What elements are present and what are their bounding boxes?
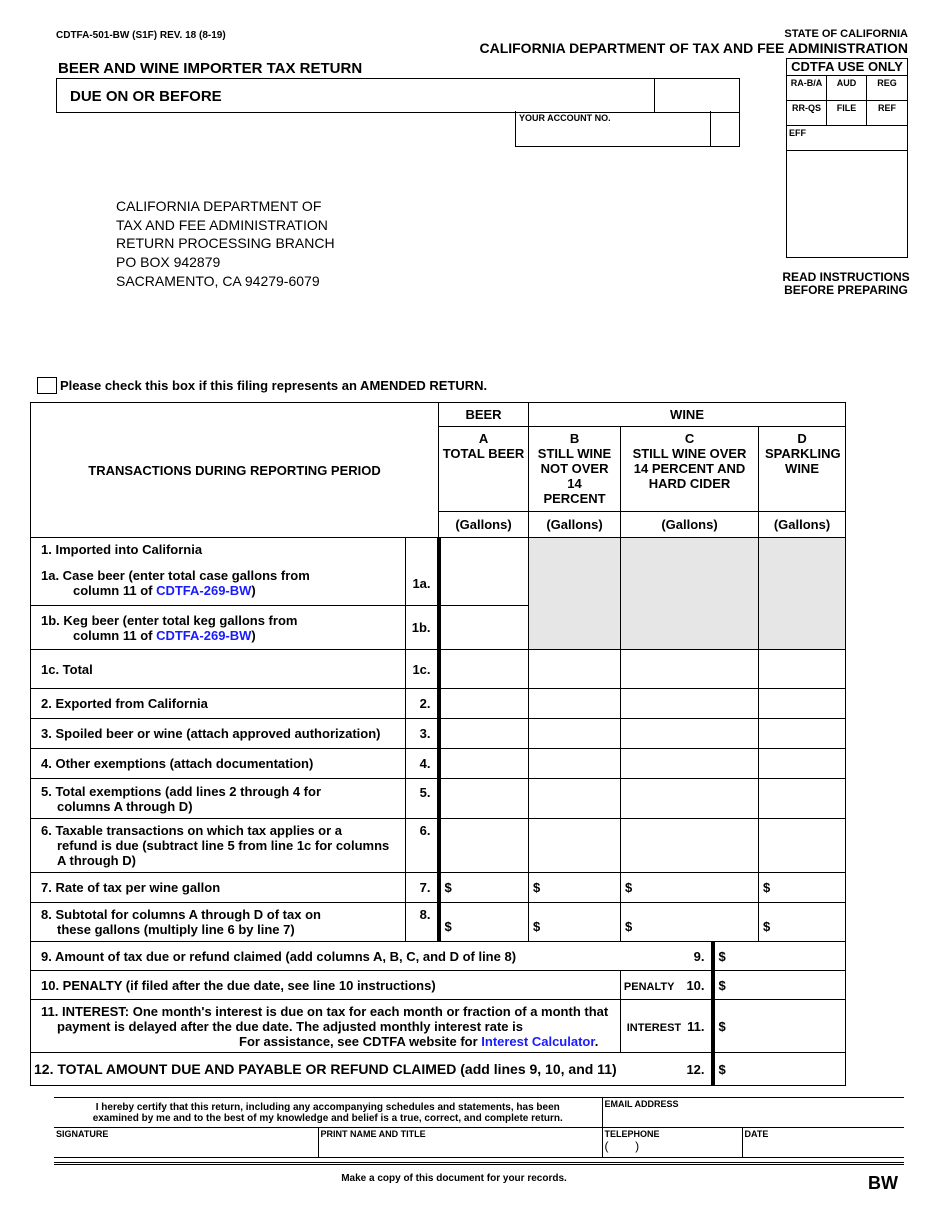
account-box bbox=[515, 111, 740, 147]
cdtfa-269-bw-link[interactable]: CDTFA-269-BW bbox=[156, 627, 252, 643]
email-field[interactable] bbox=[602, 1098, 904, 1128]
line4-num: 4. bbox=[406, 749, 439, 779]
line8-text2: these gallons (multiply line 6 by line 7) bbox=[57, 922, 295, 937]
col-b-header bbox=[529, 427, 621, 512]
line3-num: 3. bbox=[406, 719, 439, 749]
line1b-num: 1b. bbox=[406, 606, 439, 650]
line6-num: 6. bbox=[406, 819, 439, 873]
line6-label bbox=[31, 819, 406, 873]
line12-label: 12. TOTAL AMOUNT DUE AND PAYABLE OR REFUND CLAIMED (add lines 9, 10, and 11) bbox=[31, 1053, 621, 1086]
line8-text1: 8. Subtotal for columns A through D of tax on bbox=[41, 907, 321, 922]
line1c-c-input[interactable] bbox=[621, 650, 759, 689]
line6-b-input[interactable] bbox=[529, 819, 621, 873]
line1a-text1: 1a. Case beer (enter total case gallons from bbox=[41, 568, 310, 584]
line7-c-input[interactable]: $ bbox=[621, 873, 759, 903]
gray-cell bbox=[621, 538, 759, 562]
amended-label: Please check this box if this filing represents an AMENDED RETURN. bbox=[60, 378, 488, 393]
gray-cell bbox=[759, 606, 846, 650]
department-name: CALIFORNIA DEPARTMENT OF TAX AND FEE ADMINISTRATION bbox=[479, 40, 908, 56]
beer-header: BEER bbox=[439, 403, 529, 427]
line10-input[interactable]: $ bbox=[713, 971, 846, 1000]
read-instructions-line2: BEFORE PREPARING bbox=[784, 283, 908, 297]
account-label: YOUR ACCOUNT NO. bbox=[519, 113, 611, 123]
line11-label bbox=[31, 1000, 621, 1053]
use-ref: REF bbox=[878, 103, 896, 113]
line4-a-input[interactable] bbox=[439, 749, 529, 779]
line1c-label: 1c. Total bbox=[31, 650, 406, 689]
line5-a-input[interactable] bbox=[439, 779, 529, 819]
gray-cell bbox=[621, 562, 759, 606]
col-c-header bbox=[621, 427, 759, 512]
line7-a-input[interactable]: $ bbox=[439, 873, 529, 903]
line6-text3: A through D) bbox=[57, 853, 136, 868]
line11-text2: payment is delayed after the due date. The adjusted monthly interest rate is bbox=[57, 1018, 523, 1034]
gray-cell bbox=[759, 538, 846, 562]
transactions-table bbox=[30, 402, 846, 1086]
line6-text2: refund is due (subtract line 5 from line 1c for columns bbox=[57, 838, 390, 853]
use-aud: AUD bbox=[827, 76, 867, 100]
print-name-field[interactable] bbox=[318, 1128, 602, 1158]
read-instructions-line1: READ INSTRUCTIONS bbox=[782, 270, 910, 284]
address-line: PO BOX 942879 bbox=[116, 254, 221, 271]
telephone-field[interactable] bbox=[602, 1128, 742, 1158]
signature-field[interactable] bbox=[54, 1128, 318, 1158]
line6-a-input[interactable] bbox=[439, 819, 529, 873]
paren: ) bbox=[251, 627, 256, 643]
use-file: FILE bbox=[827, 101, 867, 125]
col-d-header bbox=[759, 427, 846, 512]
line1c-b-input[interactable] bbox=[529, 650, 621, 689]
use-eff: EFF bbox=[789, 128, 806, 138]
penalty-label: PENALTY bbox=[623, 980, 675, 993]
due-label: DUE ON OR BEFORE bbox=[70, 88, 222, 105]
line1a-label bbox=[31, 562, 406, 606]
gray-cell bbox=[621, 606, 759, 650]
line7-b-input[interactable]: $ bbox=[529, 873, 621, 903]
line11-text1: 11. INTEREST: One month's interest is due on tax for each month or fraction of a month that bbox=[41, 1003, 609, 1019]
line7-label: 7. Rate of tax per wine gallon bbox=[31, 873, 406, 903]
print-name-label: PRINT NAME AND TITLE bbox=[320, 1129, 426, 1139]
line1-num bbox=[406, 538, 439, 562]
line8-c-input[interactable]: $ bbox=[621, 903, 759, 942]
line11-input[interactable]: $ bbox=[713, 1000, 846, 1053]
gray-cell bbox=[529, 606, 621, 650]
line7-num: 7. bbox=[406, 873, 439, 903]
interest-calculator-link[interactable]: Interest Calculator bbox=[481, 1033, 595, 1049]
line2-d-input[interactable] bbox=[759, 689, 846, 719]
line2-num: 2. bbox=[406, 689, 439, 719]
line8-b-input[interactable]: $ bbox=[529, 903, 621, 942]
line5-text2: columns A through D) bbox=[57, 798, 193, 814]
use-only-title: CDTFA USE ONLY bbox=[787, 59, 907, 76]
line1c-d-input[interactable] bbox=[759, 650, 846, 689]
certification bbox=[54, 1098, 602, 1128]
line2-c-input[interactable] bbox=[621, 689, 759, 719]
unit-a: (Gallons) bbox=[439, 512, 529, 538]
transactions-header: TRANSACTIONS DURING REPORTING PERIOD bbox=[31, 403, 439, 538]
form-title: BEER AND WINE IMPORTER TAX RETURN bbox=[58, 60, 363, 77]
line9-input[interactable]: $ bbox=[713, 942, 846, 971]
line1a-a-input2[interactable] bbox=[439, 562, 529, 606]
gray-cell bbox=[759, 562, 846, 606]
line4-c-input[interactable] bbox=[621, 749, 759, 779]
line5-d-input[interactable] bbox=[759, 779, 846, 819]
certify-line1: I hereby certify that this return, including any accompanying schedules and statements, has been bbox=[95, 1101, 560, 1113]
col-name: TOTAL BEER bbox=[442, 446, 525, 461]
line2-label: 2. Exported from California bbox=[31, 689, 406, 719]
line1b-label bbox=[31, 606, 406, 650]
unit-b: (Gallons) bbox=[529, 512, 621, 538]
date-field[interactable] bbox=[742, 1128, 904, 1158]
read-instructions bbox=[776, 271, 916, 297]
line2-a-input[interactable] bbox=[439, 689, 529, 719]
line1b-text1: 1b. Keg beer (enter total keg gallons from bbox=[41, 612, 298, 628]
telephone-label: TELEPHONE bbox=[604, 1129, 660, 1139]
line3-a-input[interactable] bbox=[439, 719, 529, 749]
account-field[interactable] bbox=[710, 111, 740, 146]
due-date-field[interactable] bbox=[654, 79, 740, 112]
line6-d-input[interactable] bbox=[759, 819, 846, 873]
line10-num bbox=[621, 971, 713, 1000]
col-letter: B bbox=[569, 431, 580, 446]
line6-c-input[interactable] bbox=[621, 819, 759, 873]
date-label: DATE bbox=[744, 1129, 769, 1139]
line11-num bbox=[621, 1000, 713, 1053]
signature-table bbox=[54, 1097, 904, 1158]
copy-note: Make a copy of this document for your records. bbox=[341, 1173, 567, 1184]
line4-b-input[interactable] bbox=[529, 749, 621, 779]
line1b-prefix: column 11 of bbox=[73, 627, 157, 643]
line10-text: 10. PENALTY (if filed after the due date, see line 10 instructions) bbox=[41, 977, 436, 993]
line11-assist: For assistance, see CDTFA website for bbox=[239, 1033, 482, 1049]
wine-header: WINE bbox=[529, 403, 846, 427]
unit-d: (Gallons) bbox=[759, 512, 846, 538]
line8-label bbox=[31, 903, 406, 942]
line6-text1: 6. Taxable transactions on which tax applies or a bbox=[41, 823, 343, 838]
col-name: SPARKLING WINE bbox=[765, 446, 841, 476]
form-code: BW bbox=[868, 1173, 898, 1193]
line1a-text2 bbox=[41, 583, 405, 598]
mailing-address bbox=[116, 197, 335, 291]
address-line: CALIFORNIA DEPARTMENT OF bbox=[116, 198, 322, 214]
gray-cell bbox=[529, 538, 621, 562]
line8-a-input[interactable]: $ bbox=[439, 903, 529, 942]
address-line: SACRAMENTO, CA 94279-6079 bbox=[116, 272, 320, 289]
line3-label: 3. Spoiled beer or wine (attach approved authorization) bbox=[31, 719, 406, 749]
line1-label: 1. Imported into California bbox=[31, 538, 406, 562]
cdtfa-269-bw-link[interactable]: CDTFA-269-BW bbox=[156, 583, 252, 599]
phone-parens: ( ) bbox=[604, 1139, 640, 1153]
address-line: RETURN PROCESSING BRANCH bbox=[116, 235, 335, 252]
line10-label bbox=[31, 971, 621, 1000]
due-date-box bbox=[56, 78, 740, 113]
signature-label: SIGNATURE bbox=[56, 1129, 109, 1139]
line3-c-input[interactable] bbox=[621, 719, 759, 749]
line1b-text2 bbox=[41, 628, 405, 643]
line3-b-input[interactable] bbox=[529, 719, 621, 749]
col-name: STILL WINE NOT OVER 14 PERCENT bbox=[537, 446, 612, 506]
amended-checkbox[interactable] bbox=[37, 377, 57, 394]
line5-c-input[interactable] bbox=[621, 779, 759, 819]
email-label: EMAIL ADDRESS bbox=[604, 1099, 679, 1109]
address-line: TAX AND FEE ADMINISTRATION bbox=[116, 216, 328, 233]
line1a-a-input[interactable] bbox=[439, 538, 529, 562]
line5-b-input[interactable] bbox=[529, 779, 621, 819]
use-ra-ba: RA-B/A bbox=[787, 76, 827, 100]
col-a-header bbox=[439, 427, 529, 512]
line8-num: 8. bbox=[406, 903, 439, 942]
certify-line2: examined by me and to the best of my knowledge and belief is a true, correct, and complete return. bbox=[92, 1112, 563, 1124]
line12-input[interactable]: $ bbox=[713, 1053, 846, 1086]
col-letter: C bbox=[684, 431, 695, 446]
line5-text1: 5. Total exemptions (add lines 2 through 4 for bbox=[41, 783, 322, 799]
line9-num: 9. bbox=[621, 942, 713, 971]
interest-label: INTEREST bbox=[626, 1021, 682, 1034]
line4-d-input[interactable] bbox=[759, 749, 846, 779]
use-only-blank bbox=[787, 151, 907, 257]
line4-label: 4. Other exemptions (attach documentation) bbox=[31, 749, 406, 779]
line11-text3 bbox=[41, 1034, 620, 1049]
line1b-a-input[interactable] bbox=[439, 606, 529, 650]
col-name: STILL WINE OVER 14 PERCENT AND HARD CIDER bbox=[632, 446, 747, 491]
line12-num: 12. bbox=[621, 1053, 713, 1086]
line7-d-input[interactable]: $ bbox=[759, 873, 846, 903]
gray-cell bbox=[529, 562, 621, 606]
footer-rule bbox=[54, 1162, 904, 1165]
unit-c: (Gallons) bbox=[621, 512, 759, 538]
form-number: CDTFA-501-BW (S1F) REV. 18 (8-19) bbox=[56, 30, 226, 41]
line11-number: 11. bbox=[687, 1018, 705, 1034]
use-rr-qs: RR-QS bbox=[787, 101, 827, 125]
line5-label bbox=[31, 779, 406, 819]
line10-number: 10. bbox=[686, 977, 705, 993]
use-reg: REG bbox=[877, 78, 897, 88]
period: . bbox=[594, 1033, 599, 1049]
paren: ) bbox=[251, 583, 256, 599]
line1a-num: 1a. bbox=[406, 562, 439, 606]
line9-label: 9. Amount of tax due or refund claimed (add columns A, B, C, and D of line 8) bbox=[31, 942, 621, 971]
line5-num: 5. bbox=[406, 779, 439, 819]
col-letter: A bbox=[478, 431, 489, 446]
line2-b-input[interactable] bbox=[529, 689, 621, 719]
line1c-num: 1c. bbox=[406, 650, 439, 689]
line1a-prefix: column 11 of bbox=[73, 583, 157, 599]
state-label: STATE OF CALIFORNIA bbox=[784, 28, 908, 40]
line8-d-input[interactable]: $ bbox=[759, 903, 846, 942]
line3-d-input[interactable] bbox=[759, 719, 846, 749]
col-letter: D bbox=[797, 431, 807, 446]
line1c-a-input[interactable] bbox=[439, 650, 529, 689]
cdtfa-use-only-box bbox=[786, 58, 908, 258]
